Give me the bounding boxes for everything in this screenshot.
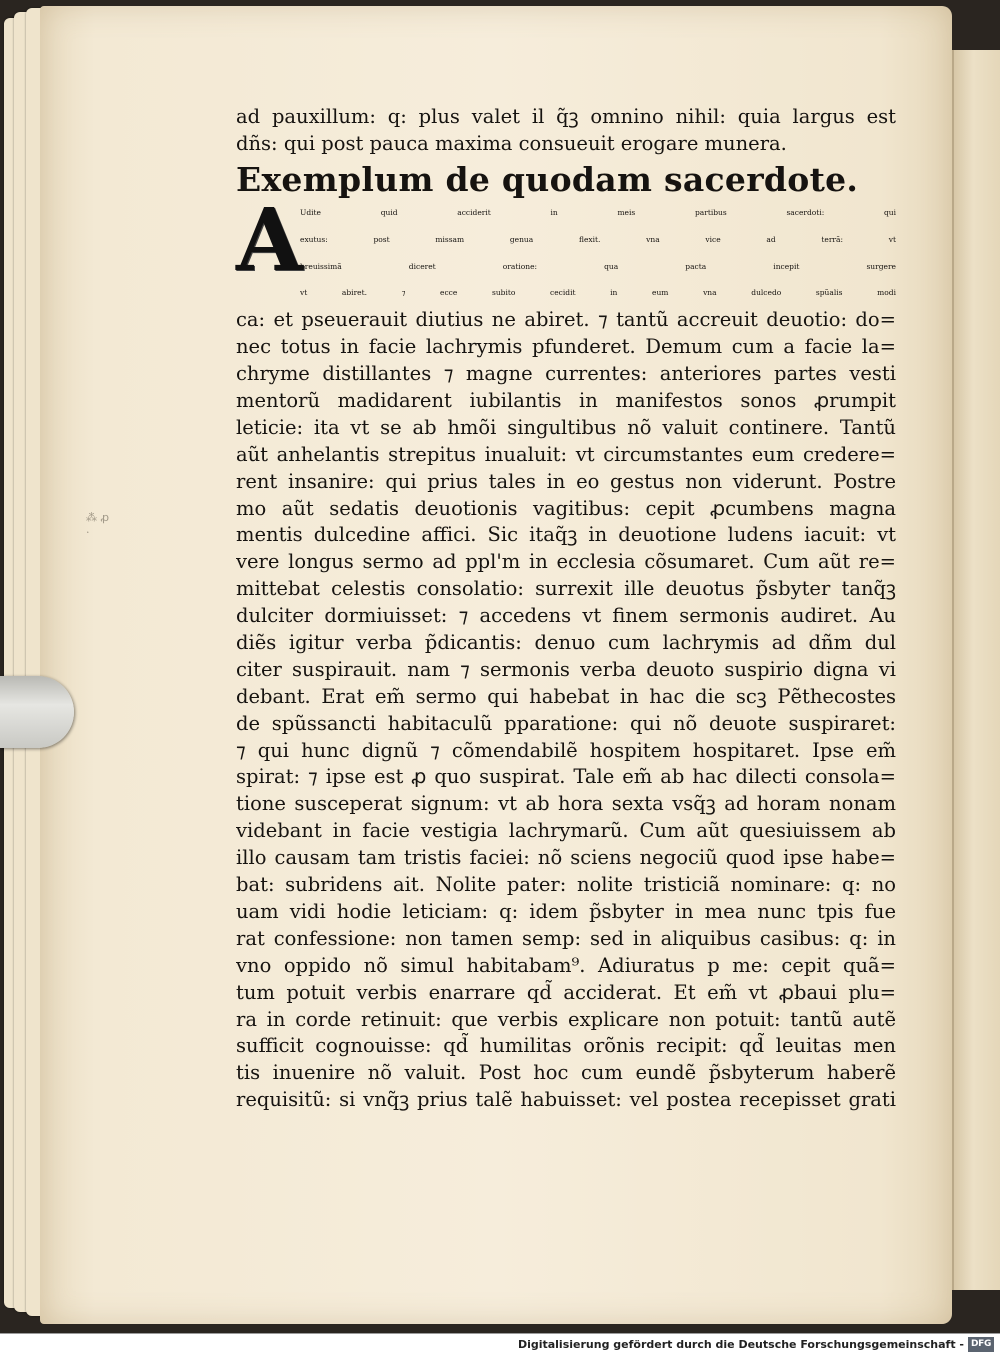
text-line: chryme distillantes ⁊ magne currentes: anteriores partes vesti (236, 362, 896, 386)
text-line: ra in corde retinuit: que verbis explicare non potuit: tantũ autẽ (236, 1007, 896, 1031)
page-clamp (0, 676, 74, 748)
footer-bar (0, 1333, 1000, 1357)
drop-cap-initial: A (236, 189, 303, 291)
text-line: vt abiret. ⁊ ecce subito cecidit in eum vna dulcedo spũalis modi (300, 288, 896, 298)
text-line: dñs: qui post pauca maxima consueuit erogare munera. (236, 131, 787, 155)
text-line: diẽs igitur verba p̃dicantis: denuo cum lachrymis ad dñm dul (236, 631, 896, 655)
text-line: vno oppido nõ simul habitabam⁹. Adiuratus p me: cepit quã= (236, 953, 896, 977)
text-line: spirat: ⁊ ipse est ꝓ quo suspirat. Tale em̃ ab hac dilecti consola= (236, 765, 896, 789)
text-line: tione susceperat signum: vt ab hora sexta vsq̃ꝫ ad horam nonam (236, 792, 896, 816)
text-line: exutus: post missam genua flexit. vna vice ad terrã: vt (300, 234, 896, 244)
text-line: rent insanire: qui prius tales in eo gestus non viderunt. Postre (236, 469, 896, 493)
body-text (236, 280, 896, 1114)
text-line: requisitũ: si vnq̃ꝫ prius talẽ habuisset: vel postea recepisset grati (236, 1088, 896, 1112)
text-line: tis inuenire nõ valuit. Post hoc cum eundẽ p̃sbyterum haberẽ (236, 1061, 896, 1085)
text-line: ca: et pseuerauit diutius ne abiret. ⁊ tantũ accreuit deuotio: do= (236, 308, 896, 332)
text-line: citer suspirauit. nam ⁊ sermonis verba deuoto suspirio digna vi (236, 657, 896, 681)
dfg-logo: DFG (968, 1337, 994, 1352)
printed-text-block (236, 104, 896, 1114)
text-line: mittebat celestis consolatio: surrexit ille deuotus p̃sbyter tanq̃ꝫ (236, 577, 896, 601)
text-line: videbant in facie vestigia lachrymarũ. Cum aũt quesiuissem ab (236, 819, 896, 843)
text-line: rat confessione: non tamen semp: sed in aliquibus casibus: q: in (236, 926, 896, 950)
margin-annotation: ⁂ ꝓ . (86, 511, 110, 536)
text-line: illo causam tam tristis faciei: nõ sciens negociũ quod ipse habe= (236, 846, 896, 870)
text-line: ⁊ qui hunc dignũ ⁊ cõmendabilẽ hospitem hospitaret. Ipse em̃ (236, 738, 896, 762)
text-line: mentis dulcedine affici. Sic itaq̃ꝫ in deuotione ludens iacuit: vt (236, 523, 896, 547)
funding-credit: Digitalisierung gefördert durch die Deutsche Forschungsgemeinschaft - (517, 1338, 964, 1351)
text-line: debant. Erat em̃ sermo qui habebat in hac die scꝫ Pẽthecostes (236, 684, 896, 708)
text-line: de spũssancti habitaculũ pparatione: qui nõ deuote suspiraret: (236, 711, 896, 735)
text-line: breuissimã diceret oratione: qua pacta incepit surgere (300, 261, 896, 271)
text-line: uam vidi hodie leticiam: q: idem p̃sbyter in mea nunc tpis fue (236, 899, 896, 923)
facing-page-edge (952, 50, 1000, 1290)
text-line: leticie: ita vt se ab hmõi singultibus nõ valuit continere. Tantũ (236, 415, 896, 439)
text-line: ad pauxillum: q: plus valet il q̃ꝫ omnino nihil: quia largus est (236, 105, 896, 128)
text-line: dulciter dormiuisset: ⁊ accedens vt finem sermonis audiret. Au (236, 604, 896, 628)
text-line: Udite quid acciderit in meis partibus sacerdoti: qui (300, 207, 896, 217)
text-line: tum potuit verbis enarrare qd̃ acciderat. Et em̃ vt ꝓbaui plu= (236, 980, 896, 1004)
text-line: mentorũ madidarent iubilantis in manifestos sonos ꝓrumpit (236, 389, 896, 413)
text-line: mo aũt sedatis deuotionis vagitibus: cepit ꝓcumbens magna (236, 496, 896, 520)
text-line: bat: subridens ait. Nolite pater: nolite tristiciã nominare: q: no (236, 873, 896, 897)
text-line: sufficit cognouisse: qd̃ humilitas orõnis recipit: qd̃ leuitas men (236, 1034, 896, 1058)
text-line: aũt anhelantis strepitus inualuit: vt circumstantes eum credere= (236, 442, 896, 466)
text-line: nec totus in facie lachrymis pfunderet. Demum cum a facie la= (236, 335, 896, 359)
section-heading: Exemplum de quodam sacerdote. (236, 159, 859, 199)
text-line: vere longus sermo ad ppl'm in ecclesia cõsumaret. Cum aũt re= (236, 550, 896, 574)
